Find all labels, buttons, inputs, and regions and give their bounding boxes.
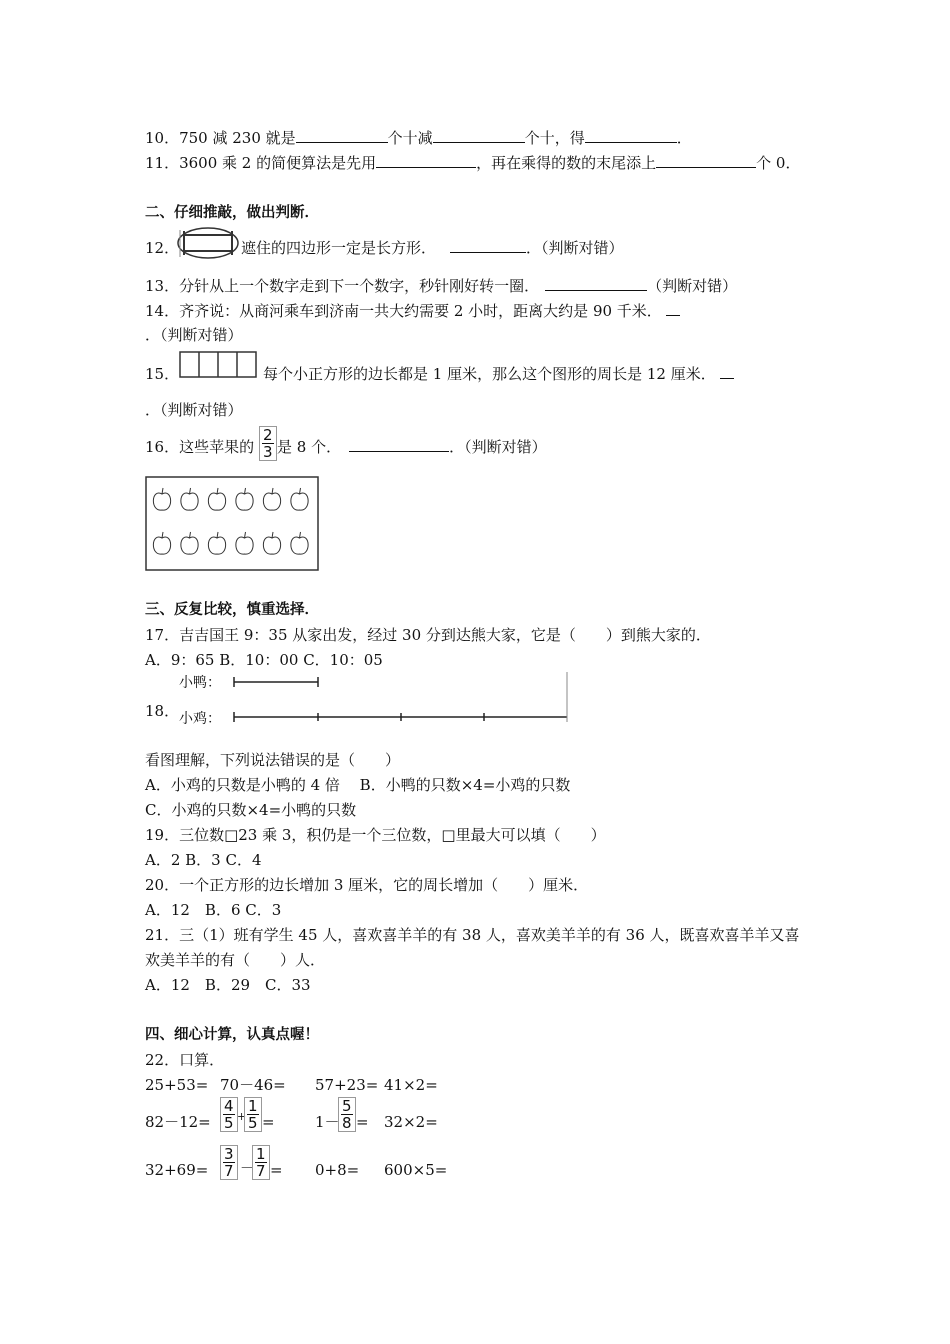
- question-21: 21．三（1）班有学生 45 人，喜欢喜羊羊的有 38 人，喜欢美羊羊的有 36 人，既喜欢喜羊羊又喜: [145, 926, 800, 944]
- question-12: 12．: [145, 239, 180, 257]
- answer-blank[interactable]: [585, 128, 677, 143]
- question-18-option-c: C．小鸡的只数×4=小鸭的只数: [145, 801, 357, 819]
- question-20-options: A．12 B．6 C．3: [145, 901, 282, 919]
- calc-item: 25+53=: [145, 1076, 209, 1094]
- question-16: 16．这些苹果的: [145, 438, 255, 456]
- fraction: $\frac{5}{8}$: [338, 1097, 356, 1132]
- fraction-two-thirds: $\frac{2}{3}$: [259, 426, 277, 461]
- answer-blank[interactable]: [666, 301, 680, 316]
- apple-icon: [291, 532, 308, 554]
- apple-icon: [236, 532, 253, 554]
- question-18: 18．: [145, 702, 180, 720]
- answer-blank[interactable]: [450, 238, 526, 253]
- question-11: 11．3600 乘 2 的简便算法是先用 ，再在乘得的数的末尾添上 个 0．: [145, 154, 801, 172]
- fraction: $\frac{1}{5}$: [244, 1097, 262, 1132]
- fraction: $\frac{1}{7}$: [252, 1145, 270, 1180]
- question-22: 22．口算．: [145, 1051, 225, 1069]
- line-segment-diagram: [228, 670, 573, 728]
- question-19-options: A．2 B．3 C．4: [145, 851, 262, 869]
- covered-quadrilateral-figure: [176, 226, 240, 260]
- answer-blank[interactable]: [349, 437, 449, 452]
- apple-icon: [208, 532, 225, 554]
- apple-icon: [263, 532, 280, 554]
- apple-icon: [153, 532, 170, 554]
- calc-item: 32+69=: [145, 1161, 209, 1179]
- apples-box: [145, 476, 321, 572]
- answer-blank[interactable]: [376, 153, 476, 168]
- apple-icon: [263, 488, 280, 510]
- apple-icon: [153, 488, 170, 510]
- apple-icon: [181, 488, 198, 510]
- answer-blank[interactable]: [720, 364, 734, 379]
- four-squares-figure: [179, 351, 259, 379]
- answer-blank[interactable]: [433, 128, 525, 143]
- fraction: $\frac{3}{7}$: [220, 1145, 238, 1180]
- section-3-title: 三、反复比较，慎重选择．: [145, 602, 319, 618]
- calc-item: 600×5=: [384, 1161, 448, 1179]
- question-18-stem: 看图理解，下列说法错误的是（ ）: [145, 751, 401, 769]
- calc-item: 0+8=: [315, 1161, 360, 1179]
- apple-icon: [181, 532, 198, 554]
- question-10: 10．750 减 230 就是 个十减 个十，得 ．: [145, 129, 692, 147]
- duck-label: 小鸭：: [179, 675, 221, 691]
- fraction: $\frac{4}{5}$: [220, 1097, 238, 1132]
- question-15: 15．: [145, 365, 180, 383]
- question-14: 14．齐齐说：从商河乘车到济南一共大约需要 2 小时，距离大约是 90 千米．: [145, 301, 680, 321]
- apple-icon: [236, 488, 253, 510]
- question-20: 20．一个正方形的边长增加 3 厘米，它的周长增加（ ）厘米．: [145, 876, 589, 894]
- question-19: 19．三位数□23 乘 3，积仍是一个三位数，□里最大可以填（ ）: [145, 826, 606, 844]
- calc-item: 57+23=: [315, 1076, 379, 1094]
- question-21-options: A．12 B．29 C．33: [145, 976, 311, 994]
- question-18-option-a: A．小鸡的只数是小鸭的 4 倍 B．小鸭的只数×4=小鸡的只数: [145, 776, 571, 794]
- answer-blank[interactable]: [656, 153, 756, 168]
- chick-label: 小鸡：: [179, 711, 221, 727]
- apple-icon: [291, 488, 308, 510]
- answer-blank[interactable]: [296, 128, 388, 143]
- section-2-title: 二、仔细推敲，做出判断．: [145, 205, 319, 221]
- question-13: 13．分针从上一个数字走到下一个数字，秒针刚好转一圈． （判断对错）: [145, 277, 738, 295]
- section-4-title: 四、细心计算，认真点喔！: [145, 1027, 319, 1043]
- apple-icon: [208, 488, 225, 510]
- answer-blank[interactable]: [545, 276, 647, 291]
- question-17: 17．吉吉国王 9：35 从家出发，经过 30 分到达熊大家，它是（ ）到熊大家的．: [145, 626, 711, 644]
- calc-item: 32×2=: [384, 1113, 438, 1131]
- question-17-options: A．9：65 B．10：00 C．10：05: [145, 651, 383, 669]
- calc-item: 82－12=: [145, 1113, 211, 1131]
- calc-item: 41×2=: [384, 1076, 438, 1094]
- calc-item: 70－46=: [220, 1076, 286, 1094]
